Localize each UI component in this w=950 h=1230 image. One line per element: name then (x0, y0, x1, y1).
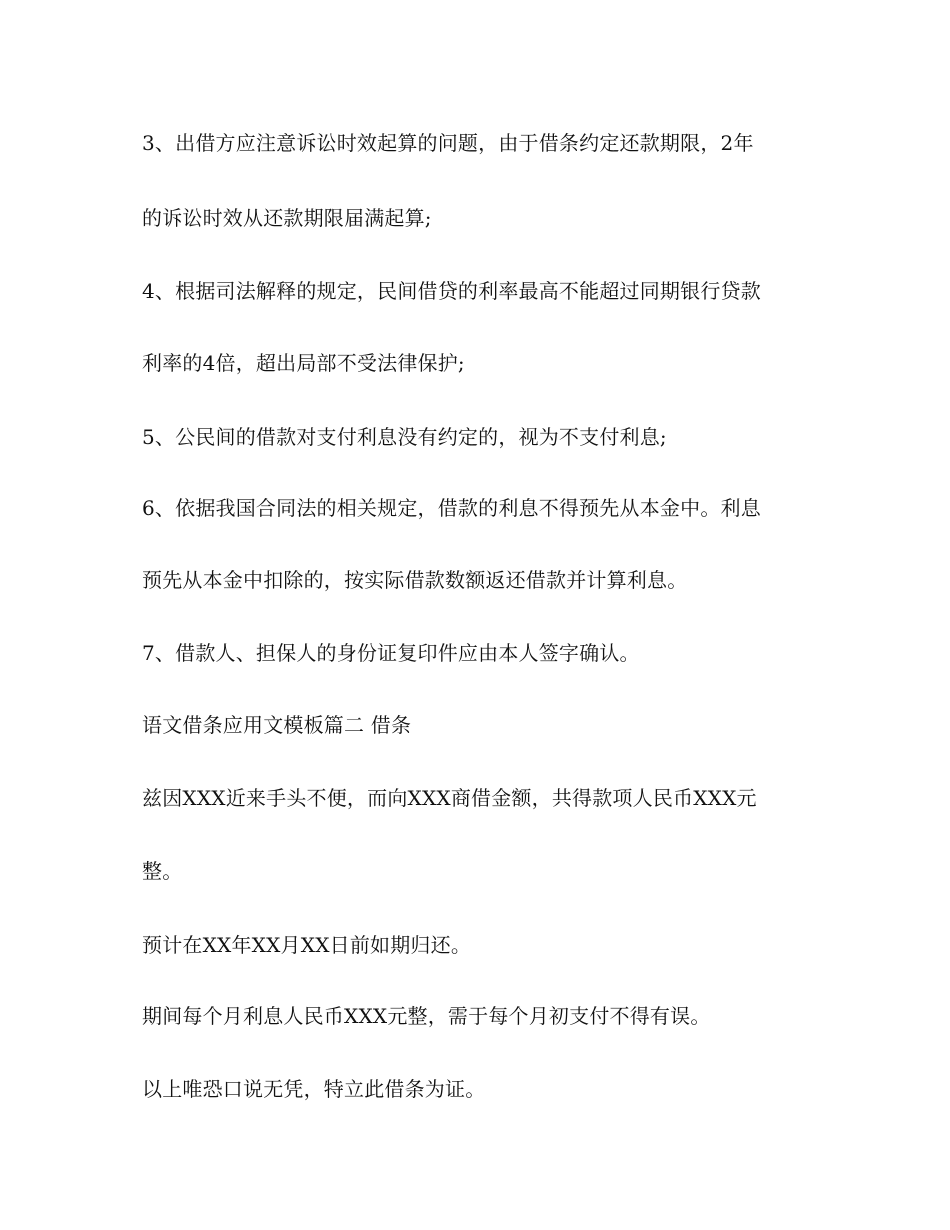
paragraph-line: 5、公民间的借款对支付利息没有约定的，视为不支付利息; (142, 425, 667, 449)
paragraph-line: 以上唯恐口说无凭，特立此借条为证。 (142, 1077, 486, 1101)
paragraph-line: 3、出借方应注意诉讼时效起算的问题，由于借条约定还款期限，2年 (142, 131, 754, 155)
paragraph-line: 预先从本金中扣除的，按实际借款数额返还借款并计算利息。 (142, 568, 688, 592)
section-heading: 语文借条应用文模板篇二 借条 (142, 713, 412, 737)
paragraph-line: 利率的4倍，超出局部不受法律保护; (142, 351, 465, 375)
paragraph-line: 整。 (142, 859, 183, 883)
paragraph-line: 4、根据司法解释的规定，民间借贷的利率最高不能超过同期银行贷款 (142, 279, 761, 303)
paragraph-line: 7、借款人、担保人的身份证复印件应由本人签字确认。 (142, 641, 640, 665)
paragraph-line: 预计在XX年XX月XX日前如期归还。 (142, 933, 472, 957)
paragraph-line: 6、依据我国合同法的相关规定，借款的利息不得预先从本金中。利息 (142, 496, 761, 520)
paragraph-line: 兹因XXX近来手头不便，而向XXX商借金额，共得款项人民币XXX元 (142, 786, 757, 810)
paragraph-line: 期间每个月利息人民币XXX元整，需于每个月初支付不得有误。 (142, 1004, 711, 1028)
paragraph-line: 的诉讼时效从还款期限届满起算; (142, 206, 432, 230)
